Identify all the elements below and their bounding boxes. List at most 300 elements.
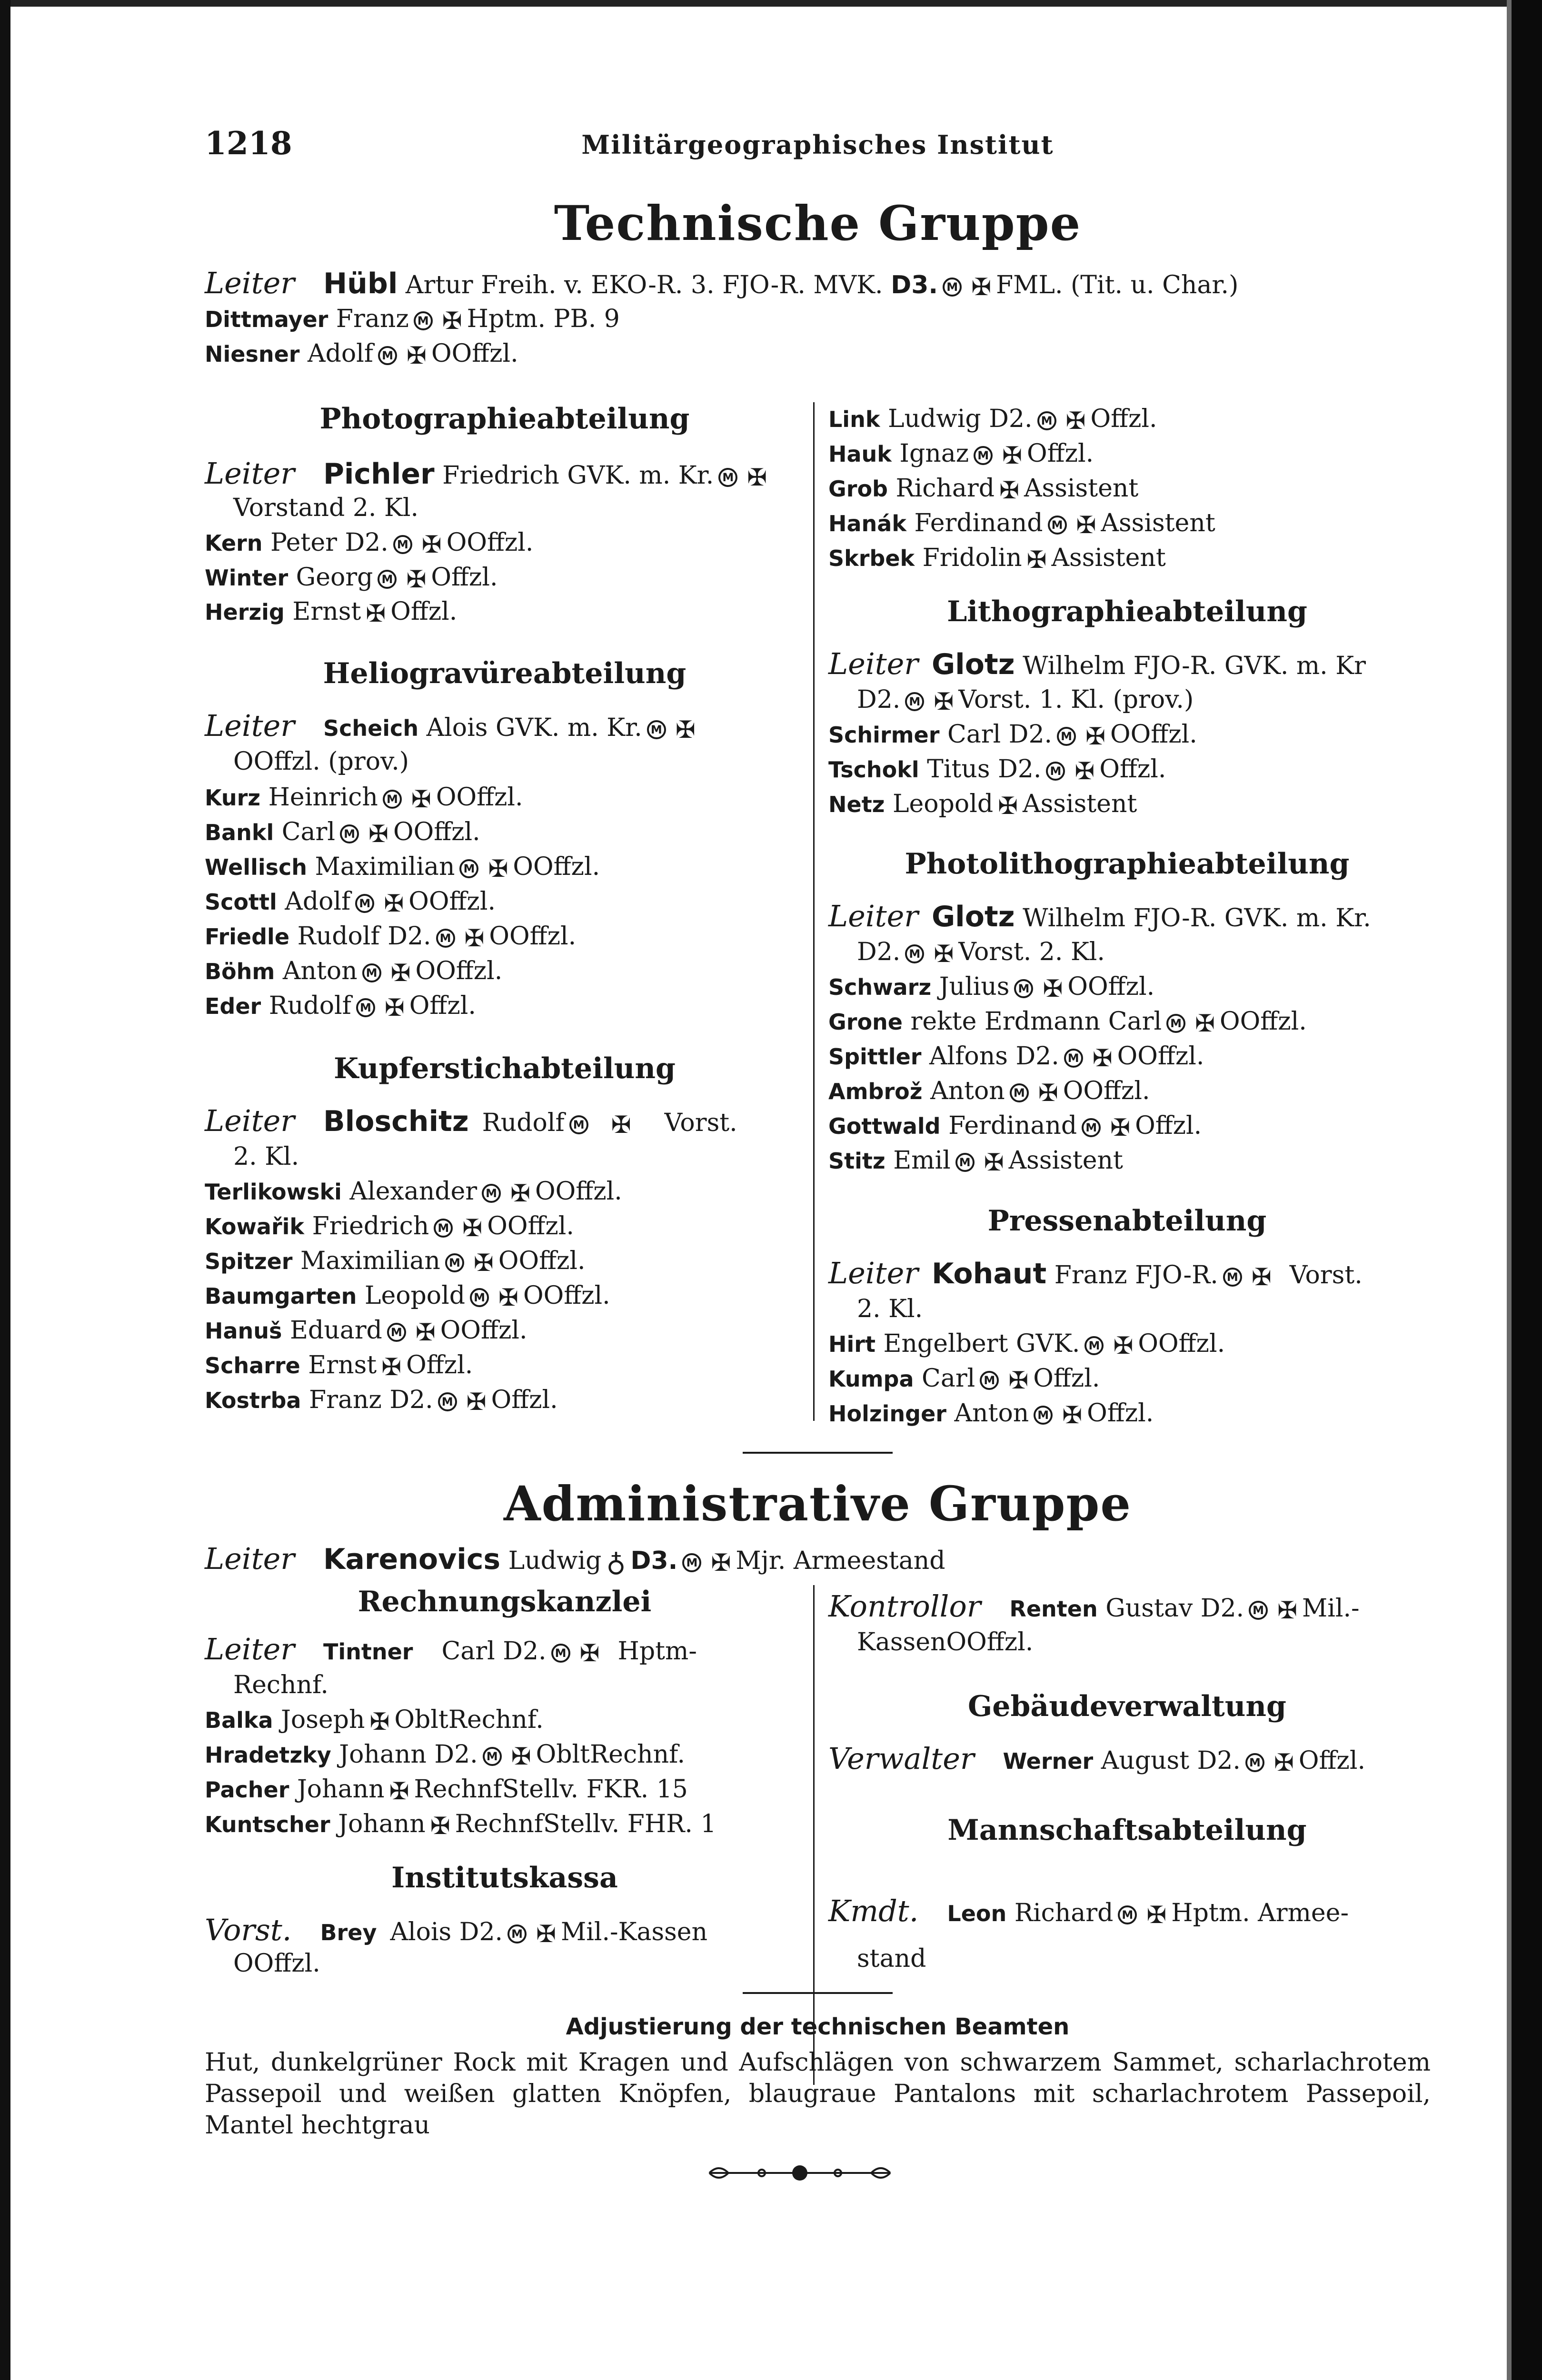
person-given-name: Anton [282, 957, 358, 985]
member-line [828, 541, 1166, 575]
person-name: Kern [205, 530, 263, 556]
leiter-line-cont [857, 683, 1194, 716]
person-rank: OOffzl. [1067, 972, 1155, 1001]
leiter-line-cont: stand [857, 1944, 926, 1973]
leiter-line [205, 1104, 737, 1140]
medal-icon: M [434, 1219, 453, 1238]
cross-icon: ✠ [934, 940, 954, 968]
cross-icon: ✠ [389, 1777, 409, 1805]
person-name: Renten [1009, 1596, 1098, 1622]
person-rank: Assistent [1008, 1146, 1123, 1175]
medal-icon: M [974, 446, 993, 465]
cross-icon: ✠ [1038, 1079, 1058, 1107]
person-rank: RechnfStellv. FHR. 1 [455, 1810, 716, 1838]
person-name: Baumgarten [205, 1283, 357, 1309]
section-title-mannschaft: Mannschaftsabteilung [947, 1814, 1307, 1847]
admin-leiter-line [205, 1542, 945, 1579]
medal-icon: M [378, 570, 397, 589]
person-name: Pacher [205, 1777, 289, 1803]
member-line [205, 1738, 685, 1772]
cross-icon: ✠ [415, 1318, 436, 1346]
cross-icon: ✠ [1065, 407, 1086, 435]
person-name: Kowařik [205, 1214, 305, 1240]
cross-icon: ✠ [999, 476, 1019, 504]
person-given-name: Heinrich [268, 783, 378, 812]
member-line [828, 970, 1154, 1004]
person-rank: Offzl. [1135, 1111, 1202, 1140]
person-rank: Assistent [1101, 509, 1215, 537]
person-given-name: Carl [281, 818, 336, 846]
person-details: Wilhelm FJO-R. GVK. m. Kr. [1023, 904, 1371, 932]
person-name: Gottwald [828, 1113, 941, 1139]
member-line [828, 1074, 1150, 1108]
person-given-name: Fridolin [922, 544, 1022, 572]
member-line [828, 1040, 1204, 1073]
person-given-name: Rudolf [269, 992, 351, 1020]
page-number: 1218 [205, 125, 292, 162]
cross-icon: ✠ [510, 1179, 531, 1207]
cross-icon: ✠ [1113, 1331, 1134, 1359]
person-name: Ambrož [828, 1079, 923, 1104]
medal-icon: M [1046, 762, 1065, 781]
role-label: Verwalter [828, 1741, 975, 1776]
leiter-line [828, 1742, 1365, 1778]
person-name: Karenovics [323, 1543, 501, 1576]
leiter-line [828, 647, 1366, 683]
cross-icon: ✠ [411, 785, 431, 813]
scan-edge-right-shade [1507, 0, 1512, 2380]
person-rank: Offzl. [406, 1351, 473, 1379]
role-label: Leiter [828, 646, 918, 681]
section-rule [743, 1992, 893, 1994]
person-rank: Offzl. [1027, 439, 1094, 468]
scan-edge-right [1512, 0, 1542, 2380]
member-line [828, 1397, 1154, 1430]
note-body: Hut, dunkelgrüner Rock mit Kragen und Aufschlägen von schwarzem Sammet, scharlachrotem Passepoil und weißen glatten Knöpfen, blaugraue Pantalons mit scharlachrotem Passepoil, Mantel hechtgrau [205, 2048, 1431, 2140]
medal-icon: M [507, 1924, 527, 1944]
section-title-photolitho: Photolithographieabteilung [905, 847, 1350, 881]
person-rank: RechnfStellv. FKR. 15 [414, 1775, 688, 1804]
member-line [205, 954, 502, 988]
role-label: Leiter [828, 1256, 918, 1290]
person-name: Skrbek [828, 545, 915, 571]
person-rank: Offzl. [1033, 1364, 1100, 1393]
person-name: Niesner [205, 341, 300, 367]
cross-icon: ✠ [711, 1548, 731, 1577]
person-given-name: Alfons D2. [929, 1042, 1059, 1071]
cross-icon: ✠ [1110, 1113, 1131, 1141]
person-name: Tschokl [828, 757, 919, 783]
cross-icon: ✠ [675, 715, 696, 744]
member-line [828, 1144, 1123, 1178]
role-label: Leiter [205, 456, 295, 491]
person-rank: Offzl. [1087, 1399, 1154, 1428]
person-name: Schwarz [828, 974, 932, 1000]
person-given-name: Titus D2. [927, 755, 1042, 783]
ribbon-icon: ♁ [606, 1547, 626, 1578]
person-given-name: Franz [336, 305, 409, 333]
person-name: Dittmayer [205, 307, 328, 332]
cross-icon: ✠ [1076, 511, 1096, 539]
section-rule [743, 1452, 893, 1454]
cross-icon: ✠ [390, 959, 411, 987]
member-line [205, 920, 576, 953]
decoration-code: D2. [857, 685, 901, 714]
medal-icon: M [387, 1323, 406, 1342]
member-line [828, 753, 1166, 786]
person-name: Spittler [828, 1044, 922, 1070]
member-line [205, 1703, 544, 1737]
person-given-name: Friedrich [312, 1212, 429, 1240]
person-name: Balka [205, 1707, 273, 1733]
person-rank: Vorst. [664, 1109, 737, 1137]
person-rank: Assistent [1023, 790, 1137, 818]
person-rank: Vorst. [1289, 1261, 1363, 1289]
cross-icon: ✠ [407, 341, 427, 369]
person-rank: OOffzl. [523, 1281, 610, 1310]
leiter-line [828, 1257, 1363, 1292]
member-line [205, 1314, 527, 1348]
medal-icon: M [1057, 727, 1076, 746]
person-given-name: Georg [296, 563, 373, 592]
cross-icon: ✠ [462, 1214, 483, 1242]
member-line [205, 595, 457, 629]
person-name: Grone [828, 1009, 903, 1035]
person-rank: OOffzl. [440, 1316, 527, 1345]
person-name: Holzinger [828, 1401, 946, 1427]
person-name: Hradetzky [205, 1742, 331, 1768]
person-given-name: Ferdinand [914, 509, 1043, 537]
medal-icon: M [682, 1553, 701, 1572]
cross-icon: ✠ [368, 820, 388, 848]
person-rank: OOffzl. [513, 853, 600, 881]
person-rank: Offzl. [390, 597, 458, 626]
cross-icon: ✠ [366, 599, 386, 627]
page-header [205, 119, 1431, 171]
cross-icon: ✠ [1008, 1366, 1029, 1394]
person-name: Link [828, 407, 880, 432]
person-given-name: Gustav D2. [1105, 1594, 1244, 1623]
person-given-name: Julius [939, 972, 1010, 1001]
member-line [828, 1362, 1100, 1396]
person-given-name: Carl D2. [947, 720, 1053, 749]
leiter-line [205, 709, 700, 745]
medal-icon: M [340, 824, 359, 843]
person-rank: Mjr. Armeestand [736, 1547, 945, 1575]
member-line [205, 1210, 574, 1243]
leiter-line-cont [857, 935, 1105, 969]
kontrollor-line-cont: KassenOOffzl. [857, 1628, 1034, 1656]
person-rank: OOffzl. [498, 1247, 586, 1275]
cross-icon: ✠ [747, 463, 767, 491]
medal-icon: M [955, 1153, 975, 1172]
person-given-name: Maximilian [315, 853, 455, 881]
medal-icon: M [1010, 1083, 1029, 1102]
person-rank: Hptm. Armee- [1171, 1899, 1349, 1927]
person-given-name: Franz D2. [309, 1386, 433, 1414]
leiter-line-cont: Vorstand 2. Kl. [233, 494, 418, 522]
person-rank: OOffzl. [431, 339, 518, 368]
person-rank: ObltRechnf. [536, 1740, 686, 1769]
person-rank: OOffzl. [489, 922, 577, 951]
member-line [205, 1349, 473, 1382]
person-name: Scottl [205, 889, 277, 915]
cross-icon: ✠ [1273, 1748, 1294, 1776]
person-given-name: Emil [893, 1146, 951, 1175]
section-title-rechnung: Rechnungskanzlei [358, 1585, 652, 1618]
person-given-name: Rudolf D2. [297, 922, 431, 951]
medal-icon: M [393, 535, 412, 554]
medal-icon: M [943, 278, 962, 297]
person-name: Grob [828, 476, 888, 502]
scan-edge-top [0, 0, 1542, 7]
member-line [828, 1005, 1307, 1039]
person-name: Netz [828, 792, 885, 817]
medal-icon: M [414, 311, 433, 330]
person-rank: Assistent [1024, 474, 1139, 503]
medal-icon: M [470, 1288, 489, 1307]
member-line [205, 1244, 586, 1278]
medal-icon: M [1037, 411, 1056, 430]
person-name: Kohaut [931, 1257, 1047, 1290]
member-line [828, 1109, 1202, 1143]
medal-icon: M [1166, 1014, 1185, 1033]
person-name: Bankl [205, 820, 274, 845]
medal-icon: M [1034, 1406, 1053, 1425]
medal-icon: M [1014, 979, 1033, 998]
person-given-name: Eduard [289, 1316, 382, 1345]
person-details: Franz FJO-R. [1054, 1261, 1218, 1289]
section-title-kupfer: Kupferstichabteilung [334, 1052, 676, 1085]
medal-icon: M [459, 859, 478, 878]
leiter-line [205, 1633, 697, 1668]
person-name: Scheich [323, 715, 419, 741]
section-title-kassa: Institutskassa [391, 1861, 618, 1894]
medal-icon: M [905, 944, 924, 963]
person-details: Alois GVK. m. Kr. [426, 714, 642, 742]
person-given-name: Adolf [308, 339, 374, 368]
person-given-name: Alexander [349, 1177, 478, 1206]
person-rank: Hptm- [617, 1637, 697, 1666]
medal-icon: M [718, 468, 737, 487]
person-rank: OOffzl. [1117, 1042, 1204, 1071]
person-name: Hanuš [205, 1318, 282, 1344]
person-rank: OOffzl. [487, 1212, 574, 1240]
cross-icon: ✠ [611, 1111, 631, 1139]
person-details: Artur Freih. v. EKO-R. 3. FJO-R. MVK. [405, 271, 883, 299]
person-given-name: Johann [297, 1775, 385, 1804]
person-given-name: Peter D2. [270, 528, 388, 557]
person-name: Kumpa [828, 1366, 914, 1392]
cross-icon: ✠ [488, 854, 508, 883]
person-given-name: Carl D2. [441, 1637, 547, 1666]
page-content [205, 119, 1431, 2332]
medal-icon: M [482, 1184, 501, 1203]
medal-icon: M [1064, 1049, 1083, 1068]
role-label: Leiter [205, 1541, 295, 1576]
cross-icon: ✠ [369, 1707, 390, 1735]
person-given-name: August D2. [1101, 1746, 1241, 1775]
person-name: Tintner [323, 1639, 413, 1665]
cross-icon: ✠ [934, 687, 954, 715]
staff-line [205, 337, 518, 371]
leiter-line-cont: 2. Kl. [857, 1295, 923, 1323]
cross-icon: ✠ [498, 1283, 518, 1311]
leiter-line-cont: Rechnf. [233, 1671, 328, 1699]
person-given-name: Ernst [308, 1351, 377, 1379]
leiter-line-cont: OOffzl. [233, 1949, 320, 1978]
person-name: Friedle [205, 924, 290, 950]
person-rank: OOffzl. [436, 783, 523, 812]
medal-icon: M [1082, 1118, 1101, 1137]
medal-icon: M [436, 929, 455, 948]
person-name: Glotz [931, 648, 1015, 681]
leiter-line-cont: 2. Kl. [233, 1142, 299, 1171]
person-name: Terlikowski [205, 1179, 342, 1205]
person-name: Kostrba [205, 1388, 301, 1413]
person-name: Schirmer [828, 722, 940, 748]
role-label: Leiter [205, 1632, 295, 1666]
role-label: Leiter [205, 266, 295, 300]
person-rank: OOffzl. [393, 818, 480, 846]
medal-icon: M [383, 790, 402, 809]
person-name: Eder [205, 993, 261, 1019]
decoration-code: D3. [630, 1547, 678, 1575]
person-given-name: Engelbert GVK. [883, 1329, 1080, 1358]
person-name: Böhm [205, 959, 275, 984]
person-given-name: Anton [930, 1077, 1005, 1105]
member-line [828, 437, 1094, 471]
medal-icon: M [1249, 1601, 1268, 1620]
member-line [828, 506, 1215, 540]
person-name: Kuntscher [205, 1812, 330, 1837]
person-given-name: Johann D2. [339, 1740, 478, 1769]
leiter-line [205, 457, 772, 492]
person-rank: OOffzl. [535, 1177, 622, 1206]
person-name: Kurz [205, 785, 261, 811]
person-rank: Mil.- [1302, 1594, 1360, 1623]
role-label: Vorst. [205, 1913, 292, 1947]
person-rank: OOffzl. [1110, 720, 1197, 749]
medal-icon: M [378, 346, 397, 365]
person-rank: Offzl. [1090, 405, 1157, 433]
person-given-name: Anton [954, 1399, 1029, 1428]
medal-icon: M [1118, 1905, 1137, 1924]
medal-icon: M [551, 1644, 570, 1663]
group-title-technische: Technische Gruppe [554, 195, 1082, 251]
person-name: Winter [205, 565, 289, 591]
leiter-line-cont: OOffzl. (prov.) [233, 747, 409, 776]
member-line [205, 989, 476, 1023]
member-line [205, 885, 496, 919]
medal-icon: M [362, 963, 381, 982]
person-details: Wilhelm FJO-R. GVK. m. Kr [1023, 652, 1366, 680]
person-rank: OOffzl. [1219, 1007, 1307, 1036]
person-given-name: Ludwig D2. [887, 405, 1033, 433]
person-name: Herzig [205, 599, 285, 625]
role-label: Kmdt. [828, 1894, 919, 1928]
cross-icon: ✠ [466, 1388, 487, 1416]
person-given-name: Ernst [292, 597, 361, 626]
cross-icon: ✠ [1195, 1009, 1215, 1037]
medal-icon: M [445, 1253, 464, 1272]
member-line [205, 850, 600, 884]
person-rank: Offzl. [431, 563, 498, 592]
member-line [828, 787, 1137, 821]
person-given-name: Richard [1014, 1899, 1114, 1927]
cross-icon: ✠ [1146, 1901, 1167, 1929]
person-rank: OOffzl. [446, 528, 534, 557]
section-title-litho: Lithographieabteilung [947, 595, 1307, 628]
person-name: Leon [947, 1901, 1007, 1926]
person-name: Glotz [931, 900, 1015, 933]
person-rank: OOffzl. [415, 957, 503, 985]
medal-icon: M [1084, 1336, 1104, 1355]
medal-icon: M [483, 1747, 502, 1766]
kontrollor-line [828, 1590, 1360, 1626]
person-given-name: Ferdinand [948, 1111, 1077, 1140]
cross-icon: ✠ [1277, 1596, 1297, 1624]
person-rank: OOffzl. [408, 887, 496, 916]
person-name: Pichler [323, 457, 435, 491]
member-line [205, 1807, 716, 1841]
cross-icon: ✠ [536, 1920, 556, 1948]
person-rank: Offzl. [409, 992, 476, 1020]
person-name: Bloschitz [323, 1105, 469, 1138]
person-details: Friedrich GVK. m. Kr. [442, 461, 714, 490]
cross-icon: ✠ [473, 1249, 494, 1277]
member-line [205, 1175, 622, 1209]
section-title-photo: Photographieabteilung [319, 402, 690, 436]
person-given-name: Richard [895, 474, 995, 503]
member-line [205, 1279, 610, 1313]
section-title-helio: Heliogravüreabteilung [323, 657, 686, 690]
ornament-icon [705, 2156, 895, 2190]
cross-icon: ✠ [1251, 1263, 1272, 1291]
cross-icon: ✠ [384, 993, 405, 1021]
cross-icon: ✠ [998, 792, 1018, 820]
person-name: Hirt [828, 1331, 875, 1357]
person-rank: OOffzl. [1138, 1329, 1225, 1358]
person-given-name: rekte Erdmann Carl [910, 1007, 1162, 1036]
person-given-name: Ignaz [899, 439, 969, 468]
cross-icon: ✠ [384, 889, 404, 917]
member-line [828, 1327, 1225, 1361]
person-name: Werner [1003, 1748, 1094, 1774]
technische-leiter-line [205, 267, 1238, 302]
member-line [205, 561, 497, 595]
staff-line [205, 302, 620, 336]
medal-icon: M [356, 998, 375, 1017]
member-line [205, 781, 523, 814]
medal-icon: M [905, 692, 924, 711]
medal-icon: M [438, 1392, 457, 1411]
person-rank: Hptm. PB. 9 [467, 305, 620, 333]
cross-icon: ✠ [1085, 722, 1105, 750]
cross-icon: ✠ [984, 1148, 1004, 1176]
medal-icon: M [355, 894, 374, 913]
column-divider [813, 1585, 815, 2085]
person-rank: Mil.-Kassen [560, 1918, 708, 1946]
leiter-line [828, 1894, 1349, 1930]
person-given-name: Alois D2. [390, 1918, 503, 1946]
person-rank: FML. (Tit. u. Char.) [996, 271, 1239, 299]
role-label: Leiter [205, 1103, 295, 1138]
person-given-name: Leopold [364, 1281, 466, 1310]
person-given-name: Johann [338, 1810, 426, 1838]
cross-icon: ✠ [1043, 974, 1063, 1002]
leiter-line [828, 900, 1371, 935]
